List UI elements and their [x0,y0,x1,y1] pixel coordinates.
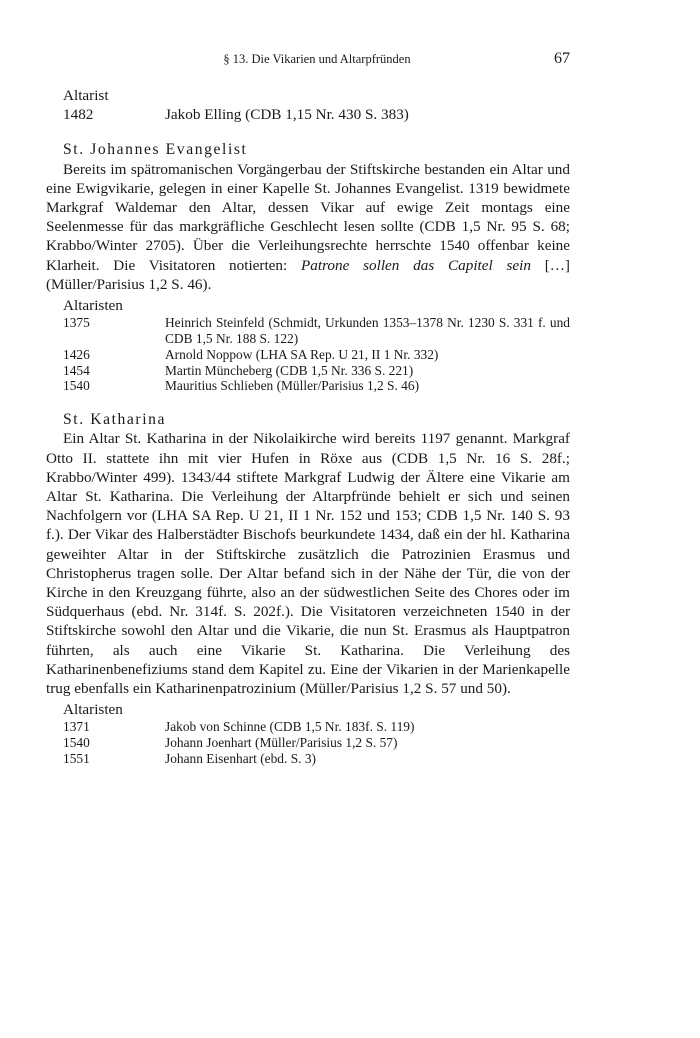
list-item [46,363,570,379]
list-item-year: 1371 [63,719,90,735]
list-title: Altaristen [63,297,123,315]
altarist-list [46,86,570,124]
section-paragraph: Ein Altar St. Katharina in der Nikolaikirche wird bereits 1197 genannt. Markgraf Otto II. stattete ihn mit vier Hufen in Röxe aus (CDB 1,5 Nr. 16 S. 28f.; Krabbo/Winter 499). 1343/44 stiftete Markgraf Ludwig der Ältere eine Vikarie am Altar St. Katharina. Die Verleihung der Altarpfründe behielt er sich und seinen Nachfolgern vor (LHA SA Rep. U 21, II 1 Nr. 152 und 153; CDB 1,5 Nr. 140 S. 93 f.). Der Vikar des Halberstädter Bischofs beurkundete 1434, daß ein der hl. Katharina geweihter Altar in der Stiftskirche zusätzlich die Patrozinien Erasmus und Christopherus tragen solle. Der Altar befand sich in der Nähe der Tür, die von der Kirche in den Kreuzgang führte, also an der südwestlichen Seite des Chores oder im Südquerhaus (ebd. Nr. 314f. S. 202f.). Die Visitatoren verzeichneten 1540 in der Stiftskirche sowohl den Altar und die Vikarie, die nun St. Erasmus als Hauptpatron führten, als auch eine Vikarie St. Katharina. Die Verleihung des Katharinenbenefiziums stand dem Kapitel zu. Eine der Vikarien in der Marienkapelle trug ebenfalls ein Katharinenpatrozinium (Müller/Parisius 1,2 S. 57 und 50). [46,430,570,698]
list-item [46,315,570,347]
list-item-year: 1540 [63,735,90,751]
list-item-text: Mauritius Schlieben (Müller/Parisius 1,2 S. 46) [165,378,420,394]
list-title: Altarist [63,87,109,104]
list-item [46,735,570,751]
list-item [46,105,570,124]
list-item-text: Arnold Noppow (LHA SA Rep. U 21, II 1 Nr. 332) [165,346,439,362]
running-header [64,50,570,72]
running-title: § 13. Die Vikarien und Altarpfründen [223,52,411,66]
list-item-year: 1454 [63,362,90,378]
list-item [46,378,570,394]
list-item-year: 1482 [63,106,94,124]
section-heading: St. Johannes Evangelist [63,141,248,159]
list-item-year: 1426 [63,346,90,362]
list-item-text: Heinrich Steinfeld (Schmidt, Urkunden 1353–1378 Nr. 1230 S. 331 f. und CDB 1,5 Nr. 188 S. 122) [165,315,570,347]
list-title: Altaristen [63,701,123,719]
section-heading: St. Katharina [63,411,167,429]
paragraph-text: […] (Müller/Parisius 1,2 S. 46). [46,256,570,293]
list-item [46,751,570,767]
list-item-year: 1375 [63,315,90,331]
altaristen-list [46,700,570,767]
list-item-year: 1551 [63,751,90,767]
page-body [46,86,570,767]
page-number: 67 [554,50,570,67]
list-item-text: Jakob von Schinne (CDB 1,5 Nr. 183f. S. 119) [165,719,415,735]
list-item-text: Martin Müncheberg (CDB 1,5 Nr. 336 S. 221) [165,362,414,378]
list-item [46,719,570,735]
list-item-text: Johann Joenhart (Müller/Parisius 1,2 S. 57) [165,735,398,751]
list-item-year: 1540 [63,378,90,394]
list-item [46,347,570,363]
list-item-text: Jakob Elling (CDB 1,15 Nr. 430 S. 383) [165,106,409,124]
section-paragraph [46,160,570,294]
altaristen-list [46,296,570,394]
paragraph-italic-quote: Patrone sollen das Capitel sein [301,256,531,274]
paragraph-text: Bereits im spätromanischen Vorgängerbau der Stiftskirche bestanden ein Altar und eine Ewigvikarie, gelegen in einer Kapelle St. Johannes Evangelist. 1319 bewidmete Markgraf Waldemar den Altar, dessen Vikar auf ewige Zeit montags eine Seelenmesse für das markgräfliche Geschlecht lesen sollte (CDB 1,5 Nr. 95 S. 68; Krabbo/Winter 2705). Über die Verleihungsrechte herrschte 1540 offenbar keine Klarheit. Die Visitatoren notierten: [46,160,570,274]
list-item-text: Johann Eisenhart (ebd. S. 3) [165,751,316,767]
